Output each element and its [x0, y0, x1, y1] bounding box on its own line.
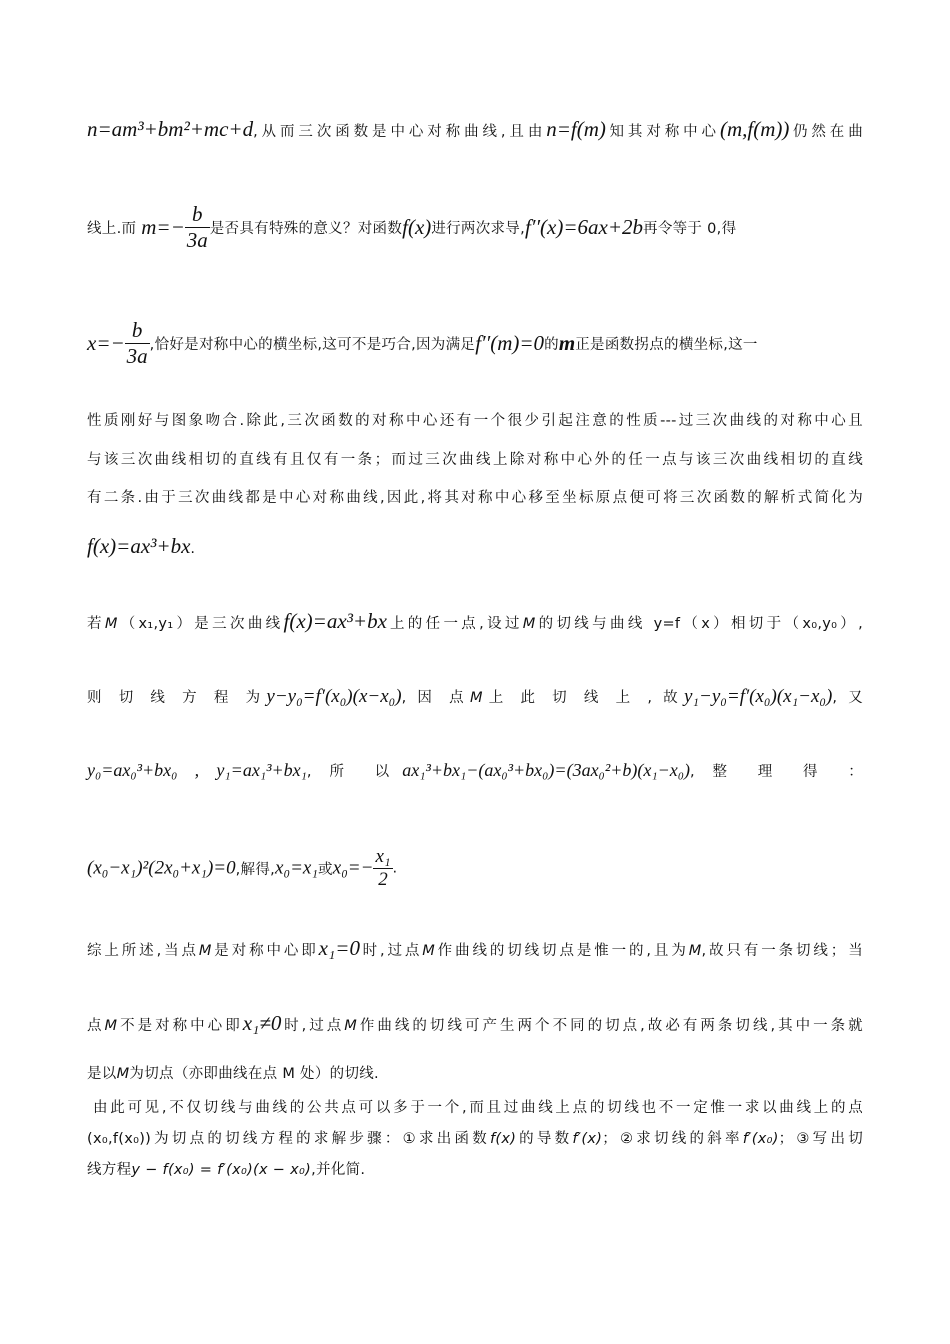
text: ,恰好是对称中心的横坐标,这可不是巧合,因为满足	[149, 337, 476, 353]
text: 由此可见,不仅切线与曲线的公共点可以多于一个,而且过曲线上点的切线也不一定惟一求以曲线上的点	[93, 1100, 863, 1116]
text: 上 此 切 线 上 , 故	[482, 690, 684, 706]
fraction	[185, 202, 210, 253]
point-label: M	[688, 943, 702, 959]
para-line-2	[87, 202, 863, 253]
para-line-12	[87, 936, 863, 961]
para-line-10	[87, 760, 863, 781]
text: 或	[317, 862, 333, 878]
text: 的导数	[516, 1131, 573, 1147]
para-line-4	[87, 409, 863, 430]
math-equation: m=−	[141, 215, 185, 239]
text: 作曲线的切线可产生两个不同的切点,故必有两条切线,其中一条就	[357, 1018, 863, 1034]
math-equation: m	[558, 331, 576, 355]
text: 正是函数拐点的横坐标,这一	[575, 337, 758, 353]
text: 是以	[87, 1066, 117, 1082]
para-line-6	[87, 486, 863, 507]
math-equation: y₀=ax₀³+bx₀ , y₁=ax₁³+bx₁	[87, 760, 307, 780]
text: 知其对称中心	[605, 124, 720, 140]
text: 线上.而	[87, 221, 137, 237]
math-equation: f′′(x)=6ax+2b	[525, 215, 644, 239]
point-label: M	[198, 943, 212, 959]
text: 若	[87, 616, 105, 632]
point-label: M	[104, 616, 118, 632]
para-line-9	[87, 686, 863, 708]
point-label: M	[522, 616, 536, 632]
para-line-17	[87, 1158, 863, 1179]
para-line-5	[87, 448, 863, 469]
text: 不是对称中心即	[117, 1018, 243, 1034]
text: 的切线与曲线 y=f（x）相切于（x₀,y₀）,	[535, 616, 864, 632]
text: (x₀,f(x₀))为切点的切线方程的求解步骤：①求出函数	[87, 1131, 490, 1147]
math-inline: f(x)	[489, 1131, 517, 1147]
fraction	[373, 846, 392, 891]
fraction-denominator: 3a	[186, 228, 208, 252]
text: 是否具有特殊的意义？对函数	[209, 221, 403, 237]
math-equation: x₁=0	[318, 936, 360, 960]
math-equation: y₁−y₀=f′(x₀)(x₁−x₀)	[683, 686, 833, 707]
para-line-14	[87, 1062, 863, 1083]
math-inline: f′(x₀)	[742, 1131, 779, 1147]
text: 的	[544, 337, 559, 353]
text: , 又	[832, 690, 863, 706]
math-equation: y−y₀=f′(x₀)(x−x₀)	[266, 686, 402, 707]
text: 性质刚好与图象吻合.除此,三次函数的对称中心还有一个很少引起注意的性质---过三次曲线的对称中心且	[87, 413, 863, 429]
point-label: M	[116, 1066, 130, 1082]
text: 线方程	[87, 1162, 132, 1178]
para-line-16	[87, 1127, 863, 1148]
math-equation: f(x)=ax³+bx	[87, 534, 191, 558]
text: .	[392, 860, 398, 877]
para-line-11	[87, 846, 863, 891]
text: ,并化简.	[311, 1162, 366, 1178]
para-line-1	[87, 117, 863, 142]
para-line-13	[87, 1011, 863, 1036]
point-label: M	[469, 690, 483, 706]
text: , 整 理 得 ：	[689, 764, 863, 780]
text: 与该三次曲线相切的直线有且仅有一条；而过三次曲线上除对称中心外的任一点与该三次曲线相切的直线	[87, 452, 863, 468]
text: 作曲线的切线切点是惟一的,且为	[435, 943, 689, 959]
fraction-numerator: b	[125, 318, 150, 344]
math-inline: f′(x)	[572, 1131, 603, 1147]
fraction-denominator: 2	[378, 869, 388, 890]
math-equation: x₁≠0	[242, 1011, 282, 1035]
math-equation: n=f(m)	[546, 117, 606, 141]
math-equation: (x₀−x₁)²(2x₀+x₁)=0	[87, 857, 236, 879]
text: 则 切 线 方 程 为	[87, 690, 267, 706]
text: 上的任一点,设过	[386, 616, 523, 632]
fraction-numerator: x₁	[375, 846, 391, 867]
fraction	[125, 318, 150, 369]
point-label: M	[422, 943, 436, 959]
point-label: M	[344, 1018, 358, 1034]
text: 点	[87, 1018, 105, 1034]
para-line-7	[87, 534, 863, 559]
math-equation: x₀=x₁	[275, 857, 318, 879]
math-equation: x₀=−	[332, 857, 374, 879]
text: 有二条.由于三次曲线都是中心对称曲线,因此,将其对称中心移至坐标原点便可将三次函数的解析式简化为	[87, 490, 863, 506]
text: ；②求切线的斜率	[602, 1131, 743, 1147]
text: 综上所述,当点	[87, 943, 199, 959]
math-equation: x=−	[87, 331, 125, 355]
text: 时,过点	[281, 1018, 345, 1034]
math-inline: y − f(x₀) = f′(x₀)(x − x₀)	[131, 1162, 312, 1178]
text: 时,过点	[359, 943, 423, 959]
text: , 因 点	[401, 690, 470, 706]
text: 再令等于 0,得	[643, 221, 737, 237]
text: ,从而三次函数是中心对称曲线,且由	[253, 124, 547, 140]
math-equation: f(x)=ax³+bx	[283, 609, 387, 633]
text: 是对称中心即	[211, 943, 319, 959]
text: 仍然在曲	[789, 124, 863, 140]
point-label: M	[104, 1018, 118, 1034]
math-equation: (m,f(m))	[719, 117, 790, 141]
text: .	[190, 541, 196, 557]
text: 为切点（亦即曲线在点 M 处）的切线.	[129, 1066, 379, 1082]
text: , 所 以	[306, 764, 403, 780]
math-equation: ax₁³+bx₁−(ax₀³+bx₀)=(3ax₀²+b)(x₁−x₀)	[402, 760, 690, 780]
text: ,故只有一条切线；当	[701, 943, 863, 959]
para-line-8	[87, 609, 863, 634]
math-equation: f′′(m)=0	[475, 331, 545, 355]
fraction-denominator: 3a	[126, 344, 148, 368]
text: （x₁,y₁）是三次曲线	[117, 616, 284, 632]
para-line-15	[93, 1096, 863, 1117]
text: 进行两次求导,	[431, 221, 526, 237]
math-equation: f(x)	[402, 215, 432, 239]
para-line-3	[87, 318, 863, 369]
fraction-numerator: b	[185, 202, 210, 228]
text: ,解得,	[235, 862, 276, 878]
math-equation: n=am³+bm²+mc+d	[87, 117, 254, 141]
text: ；③写出切	[778, 1131, 863, 1147]
